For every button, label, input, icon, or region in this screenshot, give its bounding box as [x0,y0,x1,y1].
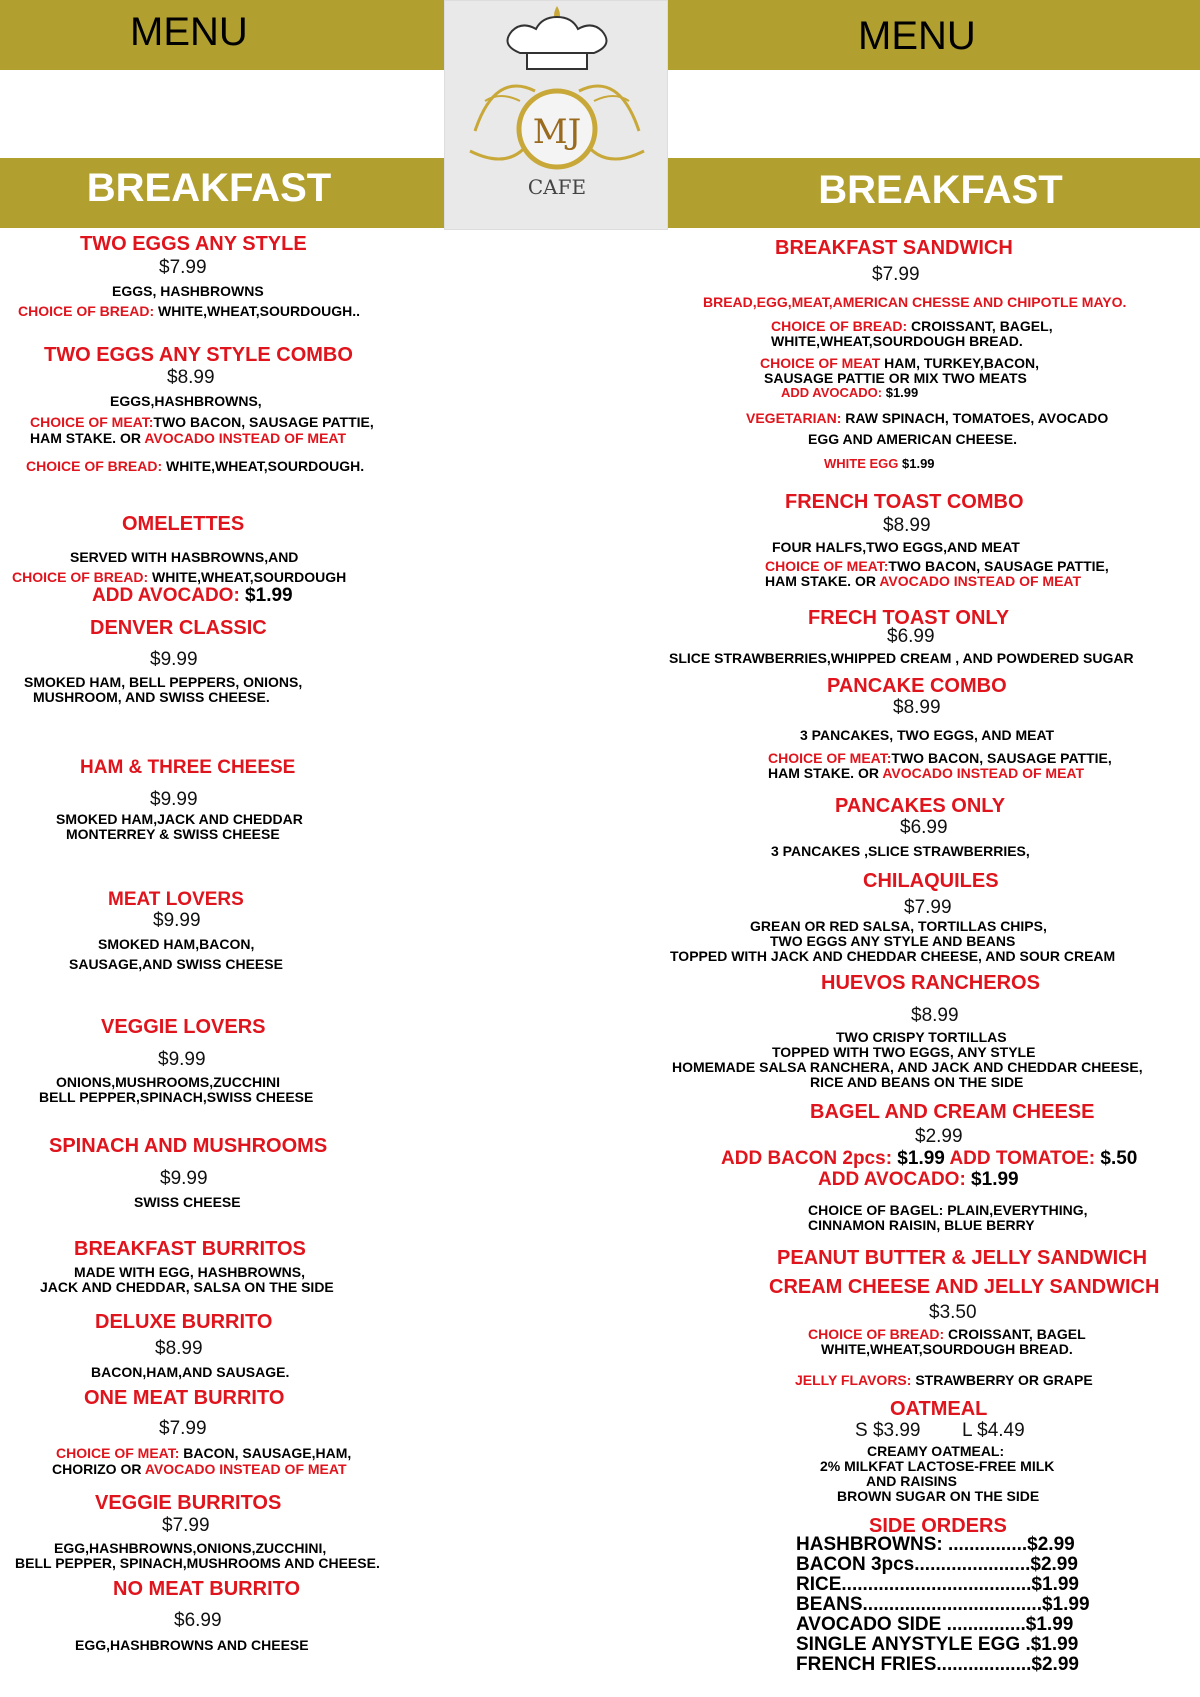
tomato-price: $.50 [1095,1148,1138,1169]
bacon-price: $1.99 [892,1148,950,1169]
bread-label: CHOICE OF BREAD: [26,458,163,474]
oatmeal-line4: BROWN SUGAR ON THE SIDE [837,1488,1040,1504]
two-eggs-price: $7.99 [159,257,207,278]
bread-value: WHITE,WHEAT,SOURDOUGH [148,569,347,585]
menu-title-right: MENU [858,14,976,58]
huevos-line4: RICE AND BEANS ON THE SIDE [810,1074,1024,1090]
side-item: SINGLE ANYSTYLE EGG .$1.99 [796,1634,1079,1655]
french-only-title: FRECH TOAST ONLY [808,607,1010,629]
two-eggs-combo-meat-line2 [30,430,346,446]
side-item: RICE....................................$1.99 [796,1574,1079,1595]
meat-line2: HAM STAKE. OR [768,765,883,781]
jelly-value: STRAWBERRY OR GRAPE [911,1372,1093,1388]
bread-label: CHOICE OF BREAD: [12,569,149,585]
veggie-lovers-title: VEGGIE LOVERS [101,1016,266,1038]
sandwich-white-egg [824,456,935,471]
pancakes-only-price: $6.99 [900,817,948,838]
veg-value: RAW SPINACH, TOMATOES, AVOCADO [841,410,1109,426]
bagel-title: BAGEL AND CREAM CHEESE [810,1101,1095,1123]
meat-label: CHOICE OF MEAT: [56,1445,180,1461]
oatmeal-price-small: S $3.99 [855,1420,921,1441]
menu-title-left: MENU [130,10,248,54]
sandwich-meat [760,355,1039,371]
pbj-price: $3.50 [929,1302,977,1323]
chilaquiles-title: CHILAQUILES [863,870,999,892]
tomato-label: ADD TOMATOE: [949,1148,1096,1169]
veggie-lovers-line2: BELL PEPPER,SPINACH,SWISS CHEESE [39,1089,314,1105]
pbj-bread-line2: WHITE,WHEAT,SOURDOUGH BREAD. [821,1341,1073,1357]
meat-lovers-line2: SAUSAGE,AND SWISS CHEESE [69,956,283,972]
ham-three-price: $9.99 [150,789,198,810]
one-meat-title: ONE MEAT BURRITO [84,1387,285,1409]
pancake-combo-price: $8.99 [893,697,941,718]
meat-lovers-line1: SMOKED HAM,BACON, [98,936,255,952]
deluxe-title: DELUXE BURRITO [95,1311,273,1333]
huevos-line1: TWO CRISPY TORTILLAS [836,1029,1007,1045]
omelettes-avocado [92,585,293,607]
no-meat-title: NO MEAT BURRITO [113,1578,301,1600]
one-meat-meat [56,1445,351,1461]
meat-line2: HAM STAKE. OR [30,430,145,446]
ham-three-line1: SMOKED HAM,JACK AND CHEDDAR [56,811,303,827]
bread-value: CROISSANT, BAGEL [944,1326,1086,1342]
meat-label: CHOICE OF MEAT: [765,558,889,574]
pbj-title: PEANUT BUTTER & JELLY SANDWICH [777,1247,1148,1269]
pancake-combo-title: PANCAKE COMBO [827,675,1007,697]
bagel-addons [721,1148,1137,1170]
veggie-burritos-line1: EGG,HASHBROWNS,ONIONS,ZUCCHINI, [54,1540,327,1556]
oatmeal-line1: CREAMY OATMEAL: [867,1443,1005,1459]
bagel-avocado [818,1169,1019,1191]
veggie-burritos-title: VEGGIE BURRITOS [95,1492,282,1514]
meat-label: CHOICE OF MEAT: [768,750,892,766]
huevos-title: HUEVOS RANCHEROS [821,972,1040,994]
french-combo-meat-line2 [765,573,1081,589]
omelettes-served: SERVED WITH HASBROWNS,AND [70,549,299,565]
bread-value: WHITE,WHEAT,SOURDOUGH.. [154,303,360,319]
french-combo-desc: FOUR HALFS,TWO EGGS,AND MEAT [772,539,1020,555]
meat-label: CHOICE OF MEAT [760,355,881,371]
meat-value: HAM, TURKEY,BACON, [880,355,1039,371]
french-combo-price: $8.99 [883,515,931,536]
ham-three-title: HAM & THREE CHEESE [80,757,296,778]
veggie-burritos-price: $7.99 [162,1515,210,1536]
oatmeal-price-large: L $4.49 [962,1420,1025,1441]
deluxe-price: $8.99 [155,1338,203,1359]
avocado-instead: AVOCADO INSTEAD OF MEAT [882,765,1085,781]
french-combo-meat [765,558,1109,574]
two-eggs-desc: EGGS, HASHBROWNS [112,283,264,299]
no-meat-price: $6.99 [174,1610,222,1631]
chilaquiles-line2: TWO EGGS ANY STYLE AND BEANS [770,933,1016,949]
line2-text: CHORIZO OR [52,1461,145,1477]
omelettes-title: OMELETTES [122,513,245,535]
avocado-label: ADD AVOCADO: [818,1169,966,1190]
side-item: FRENCH FRIES..................$2.99 [796,1654,1079,1675]
side-item: HASHBROWNS: ...............$2.99 [796,1534,1075,1555]
chilaquiles-price: $7.99 [904,897,952,918]
spinach-title: SPINACH AND MUSHROOMS [49,1135,328,1157]
sandwich-meat-line2: SAUSAGE PATTIE OR MIX TWO MEATS [764,370,1027,386]
sandwich-vegetarian [746,410,1108,426]
pancakes-only-title: PANCAKES ONLY [835,795,1006,817]
jelly-label: JELLY FLAVORS: [795,1372,912,1388]
bacon-label: ADD BACON 2pcs: [721,1148,893,1169]
avocado-price: $1.99 [239,585,293,606]
avocado-instead: AVOCADO INSTEAD OF MEAT [144,430,347,446]
sandwich-title: BREAKFAST SANDWICH [775,237,1013,259]
meat-value: BACON, SAUSAGE,HAM, [179,1445,352,1461]
side-orders-list [796,1535,1090,1675]
sandwich-bread-line2: WHITE,WHEAT,SOURDOUGH BREAD. [771,333,1023,349]
one-meat-line2 [52,1461,347,1477]
meat-lovers-title: MEAT LOVERS [108,889,244,910]
huevos-line2: TOPPED WITH TWO EGGS, ANY STYLE [772,1044,1036,1060]
avocado-price: $1.99 [882,385,919,400]
pancakes-only-desc: 3 PANCAKES ,SLICE STRAWBERRIES, [771,843,1030,859]
denver-title: DENVER CLASSIC [90,617,267,639]
avocado-label: ADD AVOCADO: [92,585,240,606]
cafe-logo [444,0,668,230]
ham-three-line2: MONTERREY & SWISS CHEESE [66,826,280,842]
bagel-line1: CHOICE OF BAGEL: PLAIN,EVERYTHING, [808,1202,1088,1218]
chilaquiles-line1: GREAN OR RED SALSA, TORTILLAS CHIPS, [750,918,1047,934]
chef-hat-logo-icon [445,1,669,231]
pancake-combo-desc: 3 PANCAKES, TWO EGGS, AND MEAT [800,727,1055,743]
burritos-line1: MADE WITH EGG, HASHBROWNS, [74,1264,305,1280]
spinach-line1: SWISS CHEESE [134,1194,241,1210]
pbj-jelly [795,1372,1093,1388]
two-eggs-combo-bread [26,458,364,474]
meat-label: CHOICE OF MEAT: [30,414,154,430]
avocado-price: $1.99 [965,1169,1019,1190]
meat-line2: HAM STAKE. OR [765,573,880,589]
bread-label: CHOICE OF BREAD: [771,318,908,334]
veggie-lovers-line1: ONIONS,MUSHROOMS,ZUCCHINI [56,1074,280,1090]
oatmeal-line2: 2% MILKFAT LACTOSE-FREE MILK [820,1458,1055,1474]
breakfast-title-left: BREAKFAST [86,166,332,210]
denver-line2: MUSHROOM, AND SWISS CHEESE. [33,689,270,705]
sandwich-bread [771,318,1053,334]
sandwich-veg-line2: EGG AND AMERICAN CHEESE. [808,431,1017,447]
veg-label: VEGETARIAN: [746,410,842,426]
bread-value: WHITE,WHEAT,SOURDOUGH. [162,458,365,474]
sandwich-avocado [781,385,918,400]
side-orders-title: SIDE ORDERS [869,1515,1007,1537]
sandwich-desc: BREAD,EGG,MEAT,AMERICAN CHESSE AND CHIPOTLE MAYO. [703,294,1127,310]
no-meat-line1: EGG,HASHBROWNS AND CHEESE [75,1637,309,1653]
french-only-desc: SLICE STRAWBERRIES,WHIPPED CREAM , AND POWDERED SUGAR [669,650,1134,666]
two-eggs-bread [18,303,360,319]
chilaquiles-line3: TOPPED WITH JACK AND CHEDDAR CHEESE, AND SOUR CREAM [670,948,1116,964]
side-item: BACON 3pcs......................$2.99 [796,1554,1078,1575]
veggie-burritos-line2: BELL PEPPER, SPINACH,MUSHROOMS AND CHEESE. [15,1555,380,1571]
bread-value: CROISSANT, BAGEL, [907,318,1053,334]
pancake-combo-meat-line2 [768,765,1084,781]
french-only-price: $6.99 [887,626,935,647]
denver-price: $9.99 [150,649,198,670]
logo-monogram: MJ [532,112,582,152]
veggie-lovers-price: $9.99 [158,1049,206,1070]
burritos-line2: JACK AND CHEDDAR, SALSA ON THE SIDE [40,1279,334,1295]
two-eggs-combo-desc: EGGS,HASHBROWNS, [110,393,262,409]
oatmeal-line3: AND RAISINS [866,1473,958,1489]
meat-lovers-price: $9.99 [153,910,201,931]
meat-value: TWO BACON, SAUSAGE PATTIE, [153,414,374,430]
two-eggs-combo-title: TWO EGGS ANY STYLE COMBO [44,344,353,366]
bagel-line2: CINNAMON RAISIN, BLUE BERRY [808,1217,1035,1233]
meat-value: TWO BACON, SAUSAGE PATTIE, [888,558,1109,574]
huevos-price: $8.99 [911,1005,959,1026]
bread-label: CHOICE OF BREAD: [18,303,155,319]
one-meat-price: $7.99 [159,1418,207,1439]
two-eggs-title: TWO EGGS ANY STYLE [80,233,307,255]
two-eggs-combo-meat [30,414,374,430]
side-item: AVOCADO SIDE ...............$1.99 [796,1614,1074,1635]
pbj-bread [808,1326,1086,1342]
oatmeal-title: OATMEAL [890,1398,988,1420]
denver-line1: SMOKED HAM, BELL PEPPERS, ONIONS, [24,674,303,690]
meat-value: TWO BACON, SAUSAGE PATTIE, [891,750,1112,766]
sandwich-price: $7.99 [872,264,920,285]
breakfast-title-right: BREAKFAST [818,168,1063,212]
bread-label: CHOICE OF BREAD: [808,1326,945,1342]
avocado-label: ADD AVOCADO: [781,385,883,400]
avocado-instead: AVOCADO INSTEAD OF MEAT [144,1461,347,1477]
pancake-combo-meat [768,750,1112,766]
omelettes-bread [12,569,346,585]
white-egg-price: $1.99 [898,456,935,471]
logo-cafe-text: CAFE [527,175,587,199]
two-eggs-combo-price: $8.99 [167,367,215,388]
burritos-title: BREAKFAST BURRITOS [74,1238,306,1260]
deluxe-line1: BACON,HAM,AND SAUSAGE. [91,1364,290,1380]
avocado-instead: AVOCADO INSTEAD OF MEAT [879,573,1082,589]
white-egg-label: WHITE EGG [824,456,899,471]
bagel-price: $2.99 [915,1126,963,1147]
spinach-price: $9.99 [160,1168,208,1189]
huevos-line3: HOMEMADE SALSA RANCHERA, AND JACK AND CHEDDAR CHEESE, [672,1059,1143,1075]
french-combo-title: FRENCH TOAST COMBO [785,491,1024,513]
cream-cheese-jelly-title: CREAM CHEESE AND JELLY SANDWICH [769,1276,1160,1298]
side-item: BEANS..................................$1.99 [796,1594,1090,1615]
